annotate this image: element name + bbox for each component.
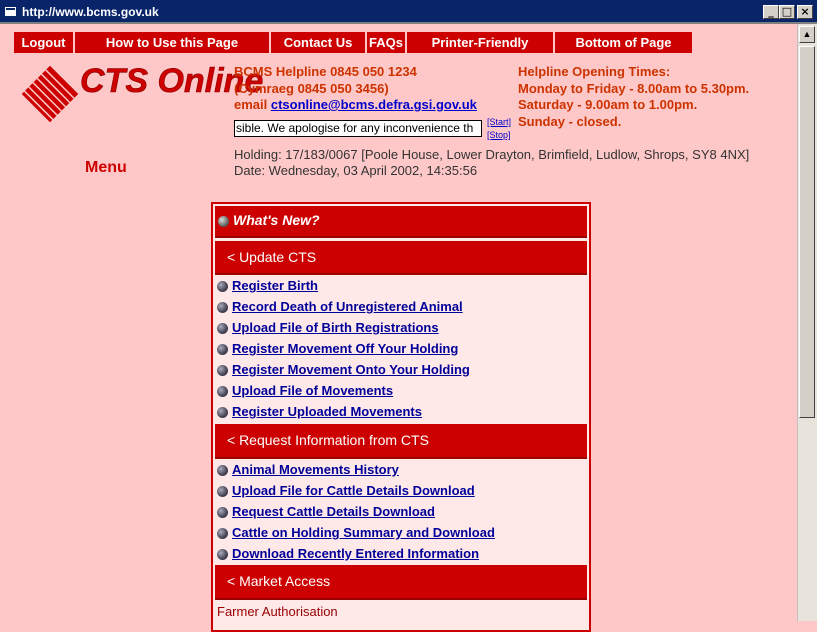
news-ticker: sible. We apologise for any inconvenience th xyxy=(234,120,482,137)
menu-item[interactable]: Register Birth xyxy=(217,276,318,296)
ticker-start-link[interactable]: [Start] xyxy=(487,117,512,127)
section-market-access[interactable]: < Market Access xyxy=(215,565,587,600)
helpline-phone: BCMS Helpline 0845 050 1234 xyxy=(234,64,417,79)
nav-printer-friendly[interactable]: Printer-Friendly xyxy=(407,32,555,53)
bullet-icon xyxy=(217,344,228,355)
page-content xyxy=(0,24,797,621)
opening-hours xyxy=(518,64,749,130)
bullet-icon xyxy=(217,465,228,476)
bullet-icon xyxy=(217,507,228,518)
ticker-stop-link[interactable]: [Stop] xyxy=(487,130,511,140)
menu-item[interactable]: Animal Movements History xyxy=(217,460,399,480)
bullet-icon xyxy=(217,486,228,497)
menu-item[interactable]: Download Recently Entered Information xyxy=(217,544,479,564)
section-request-info[interactable]: < Request Information from CTS xyxy=(215,424,587,459)
date-line: Date: Wednesday, 03 April 2002, 14:35:56 xyxy=(234,163,478,178)
window-title: http://www.bcms.gov.uk xyxy=(22,5,159,19)
menu-item[interactable]: Upload File for Cattle Details Download xyxy=(217,481,475,501)
menu-item[interactable]: Cattle on Holding Summary and Download xyxy=(217,523,495,543)
window-titlebar xyxy=(0,0,817,24)
whats-new-label: What's New? xyxy=(233,212,320,228)
holding-info xyxy=(234,147,749,179)
window-icon xyxy=(4,6,17,17)
hours-weekday: Monday to Friday - 8.00am to 5.30pm. xyxy=(518,80,750,96)
whats-new-link[interactable] xyxy=(215,206,587,238)
bullet-icon xyxy=(217,323,228,334)
menu-heading: Menu xyxy=(85,159,127,176)
bullet-icon xyxy=(217,386,228,397)
menu-item[interactable]: Register Movement Off Your Holding xyxy=(217,339,458,359)
minimize-button[interactable]: _ xyxy=(763,5,779,19)
bullet-icon xyxy=(217,528,228,539)
menu-item[interactable]: Upload File of Birth Registrations xyxy=(217,318,439,338)
helpline-welsh: (Cymraeg 0845 050 3456) xyxy=(234,80,389,96)
bullet-icon xyxy=(217,365,228,376)
scroll-up-arrow-icon[interactable]: ▲ xyxy=(799,26,815,43)
menu-item[interactable]: Register Uploaded Movements xyxy=(217,402,422,422)
bullet-icon xyxy=(217,302,228,313)
bullet-icon xyxy=(218,216,229,227)
hours-sunday: Sunday - closed. xyxy=(518,113,622,129)
email-link[interactable]: ctsonline@bcms.defra.gsi.gov.uk xyxy=(270,97,477,112)
scroll-thumb[interactable] xyxy=(799,46,815,418)
helpline-info xyxy=(234,64,477,114)
bullet-icon xyxy=(217,407,228,418)
menu-item[interactable]: Record Death of Unregistered Animal xyxy=(217,297,463,317)
hours-title: Helpline Opening Times: xyxy=(518,64,671,79)
nav-bottom-of-page[interactable]: Bottom of Page xyxy=(555,32,694,53)
top-nav xyxy=(14,32,694,53)
maximize-button[interactable]: □ xyxy=(779,5,795,19)
section-update-cts[interactable]: < Update CTS xyxy=(215,241,587,275)
menu-item[interactable]: Request Cattle Details Download xyxy=(217,502,435,522)
nav-logout[interactable]: Logout xyxy=(14,32,75,53)
close-button[interactable]: × xyxy=(797,5,813,19)
nav-contact-us[interactable]: Contact Us xyxy=(271,32,367,53)
svg-text:CTS Online: CTS Online xyxy=(80,62,264,100)
hours-saturday: Saturday - 9.00am to 1.00pm. xyxy=(518,97,698,112)
main-menu xyxy=(211,202,591,632)
farmer-authorisation-link[interactable]: Farmer Authorisation xyxy=(217,604,338,619)
vertical-scrollbar[interactable] xyxy=(797,24,817,621)
bullet-icon xyxy=(217,281,228,292)
bullet-icon xyxy=(217,549,228,560)
menu-item[interactable]: Upload File of Movements xyxy=(217,381,393,401)
holding-line: Holding: 17/183/0067 [Poole House, Lower Drayton, Brimfield, Ludlow, Shrops, SY8 4NX] xyxy=(234,147,750,162)
nav-how-to-use[interactable]: How to Use this Page xyxy=(75,32,271,53)
email-prefix: email xyxy=(234,97,271,112)
menu-item[interactable]: Register Movement Onto Your Holding xyxy=(217,360,470,380)
nav-faqs[interactable]: FAQs xyxy=(367,32,407,53)
